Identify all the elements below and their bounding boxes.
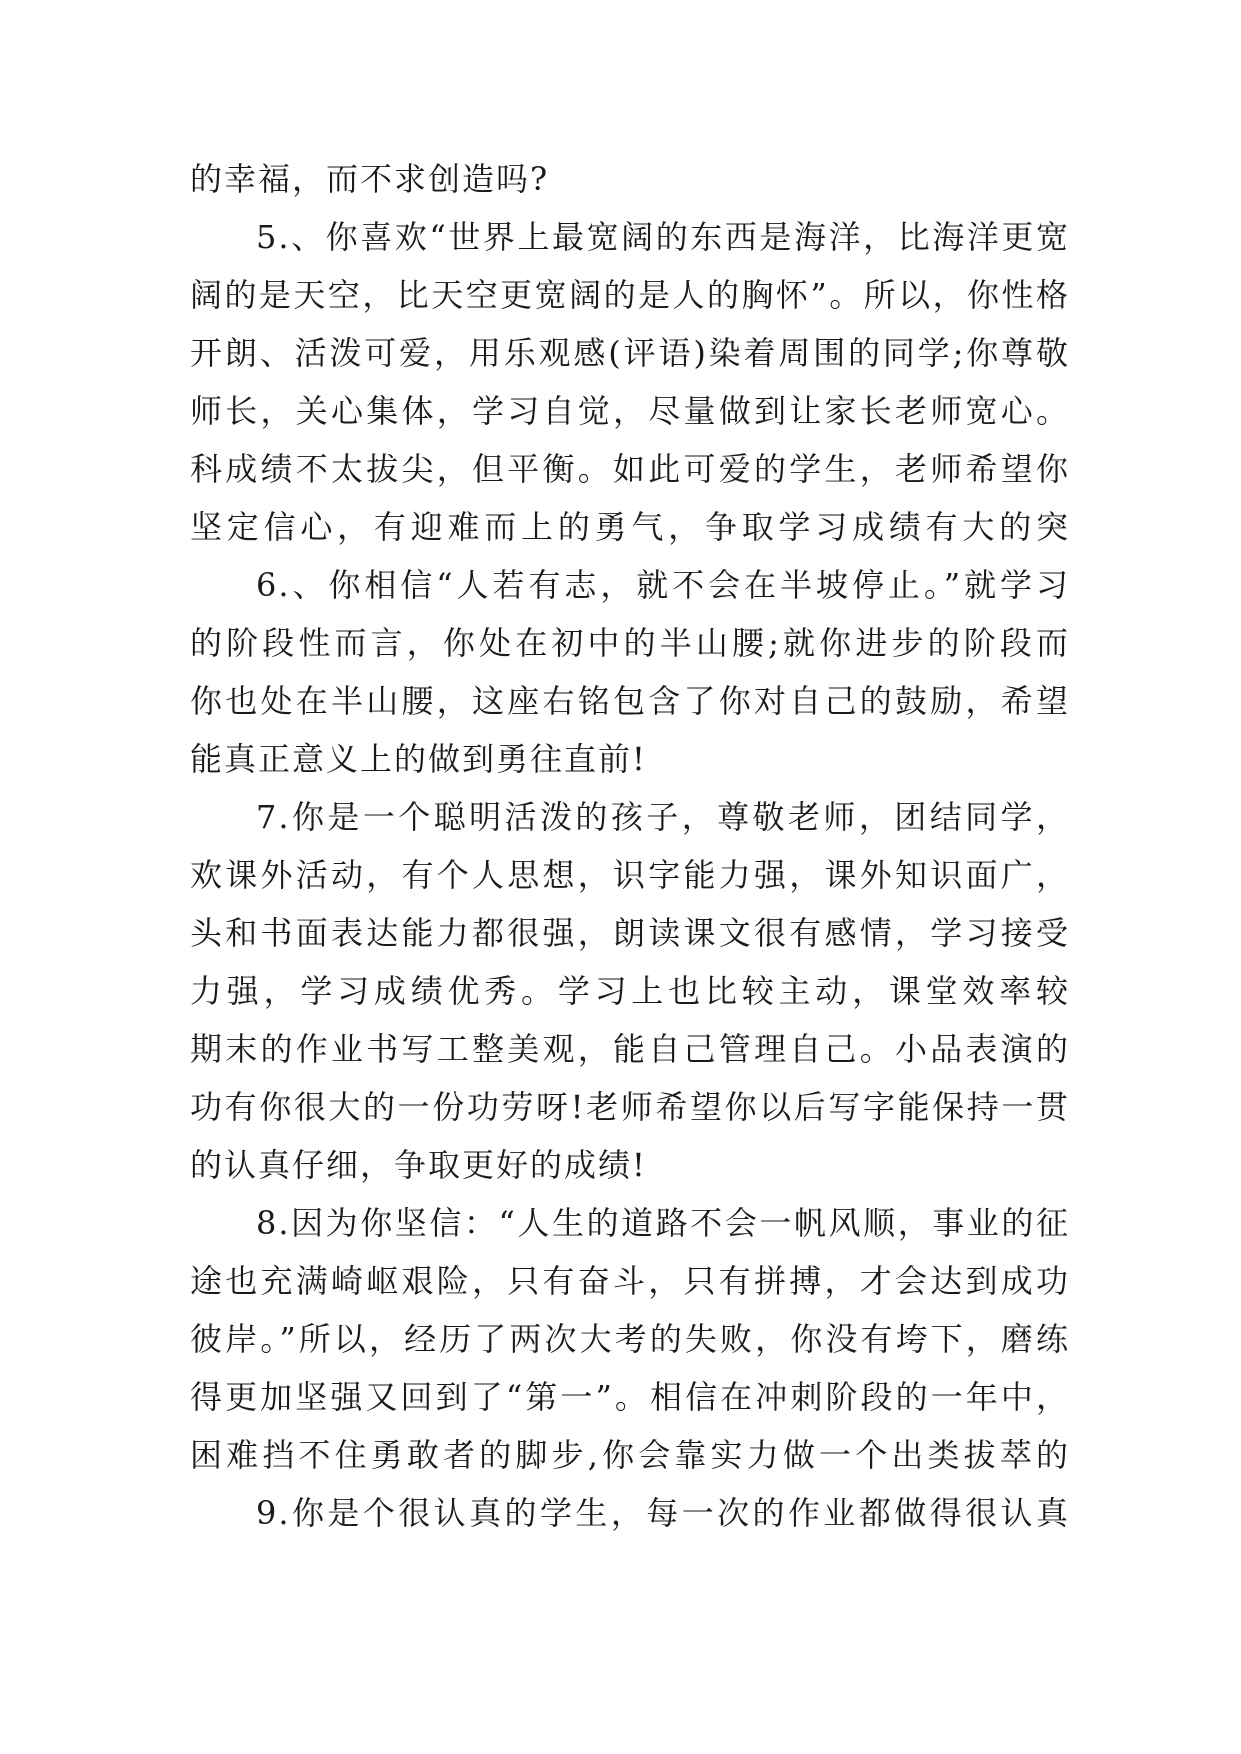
text-line: 坚定信心，有迎难而上的勇气，争取学习成绩有大的突 <box>190 508 1070 546</box>
text-line: 的阶段性而言，你处在初中的半山腰;就你进步的阶段而 <box>190 624 1070 662</box>
text-line: 得更加坚强又回到了“第一”。相信在冲刺阶段的一年中， <box>190 1378 1070 1416</box>
text-line: 能真正意义上的做到勇往直前! <box>190 740 647 778</box>
text-line: 的幸福，而不求创造吗? <box>190 160 550 198</box>
text-line: 6.、你相信“人若有志，就不会在半坡停止。”就学习 <box>256 566 1070 604</box>
text-line: 8.因为你坚信：“人生的道路不会一帆风顺，事业的征 <box>256 1204 1070 1242</box>
text-line: 彼岸。”所以，经历了两次大考的失败，你没有垮下，磨练 <box>190 1320 1070 1358</box>
text-line: 期末的作业书写工整美观，能自己管理自己。小品表演的 <box>190 1030 1070 1068</box>
body-text <box>190 150 1070 1542</box>
text-line: 头和书面表达能力都很强，朗读课文很有感情，学习接受 <box>190 914 1070 952</box>
text-line: 9.你是个很认真的学生，每一次的作业都做得很认真 <box>256 1494 1070 1532</box>
text-line: 7.你是一个聪明活泼的孩子，尊敬老师，团结同学， <box>256 798 1070 836</box>
text-line: 困难挡不住勇敢者的脚步,你会靠实力做一个出类拔萃的 <box>190 1436 1070 1474</box>
text-line: 欢课外活动，有个人思想，识字能力强，课外知识面广， <box>190 856 1070 894</box>
text-line: 师长，关心集体，学习自觉，尽量做到让家长老师宽心。 <box>190 392 1070 430</box>
text-line: 的认真仔细，争取更好的成绩! <box>190 1146 647 1184</box>
text-line: 途也充满崎岖艰险，只有奋斗，只有拼搏，才会达到成功 <box>190 1262 1070 1300</box>
text-line: 阔的是天空，比天空更宽阔的是人的胸怀”。所以，你性格 <box>190 276 1070 314</box>
text-line: 科成绩不太拔尖，但平衡。如此可爱的学生，老师希望你 <box>190 450 1070 488</box>
text-line: 功有你很大的一份功劳呀!老师希望你以后写字能保持一贯 <box>190 1088 1070 1126</box>
text-line: 你也处在半山腰，这座右铭包含了你对自己的鼓励，希望 <box>190 682 1070 720</box>
text-line: 开朗、活泼可爱，用乐观感(评语)染着周围的同学;你尊敬 <box>190 334 1070 372</box>
text-line: 力强，学习成绩优秀。学习上也比较主动，课堂效率较 <box>190 972 1070 1010</box>
text-line: 5.、你喜欢“世界上最宽阔的东西是海洋，比海洋更宽 <box>256 218 1070 256</box>
